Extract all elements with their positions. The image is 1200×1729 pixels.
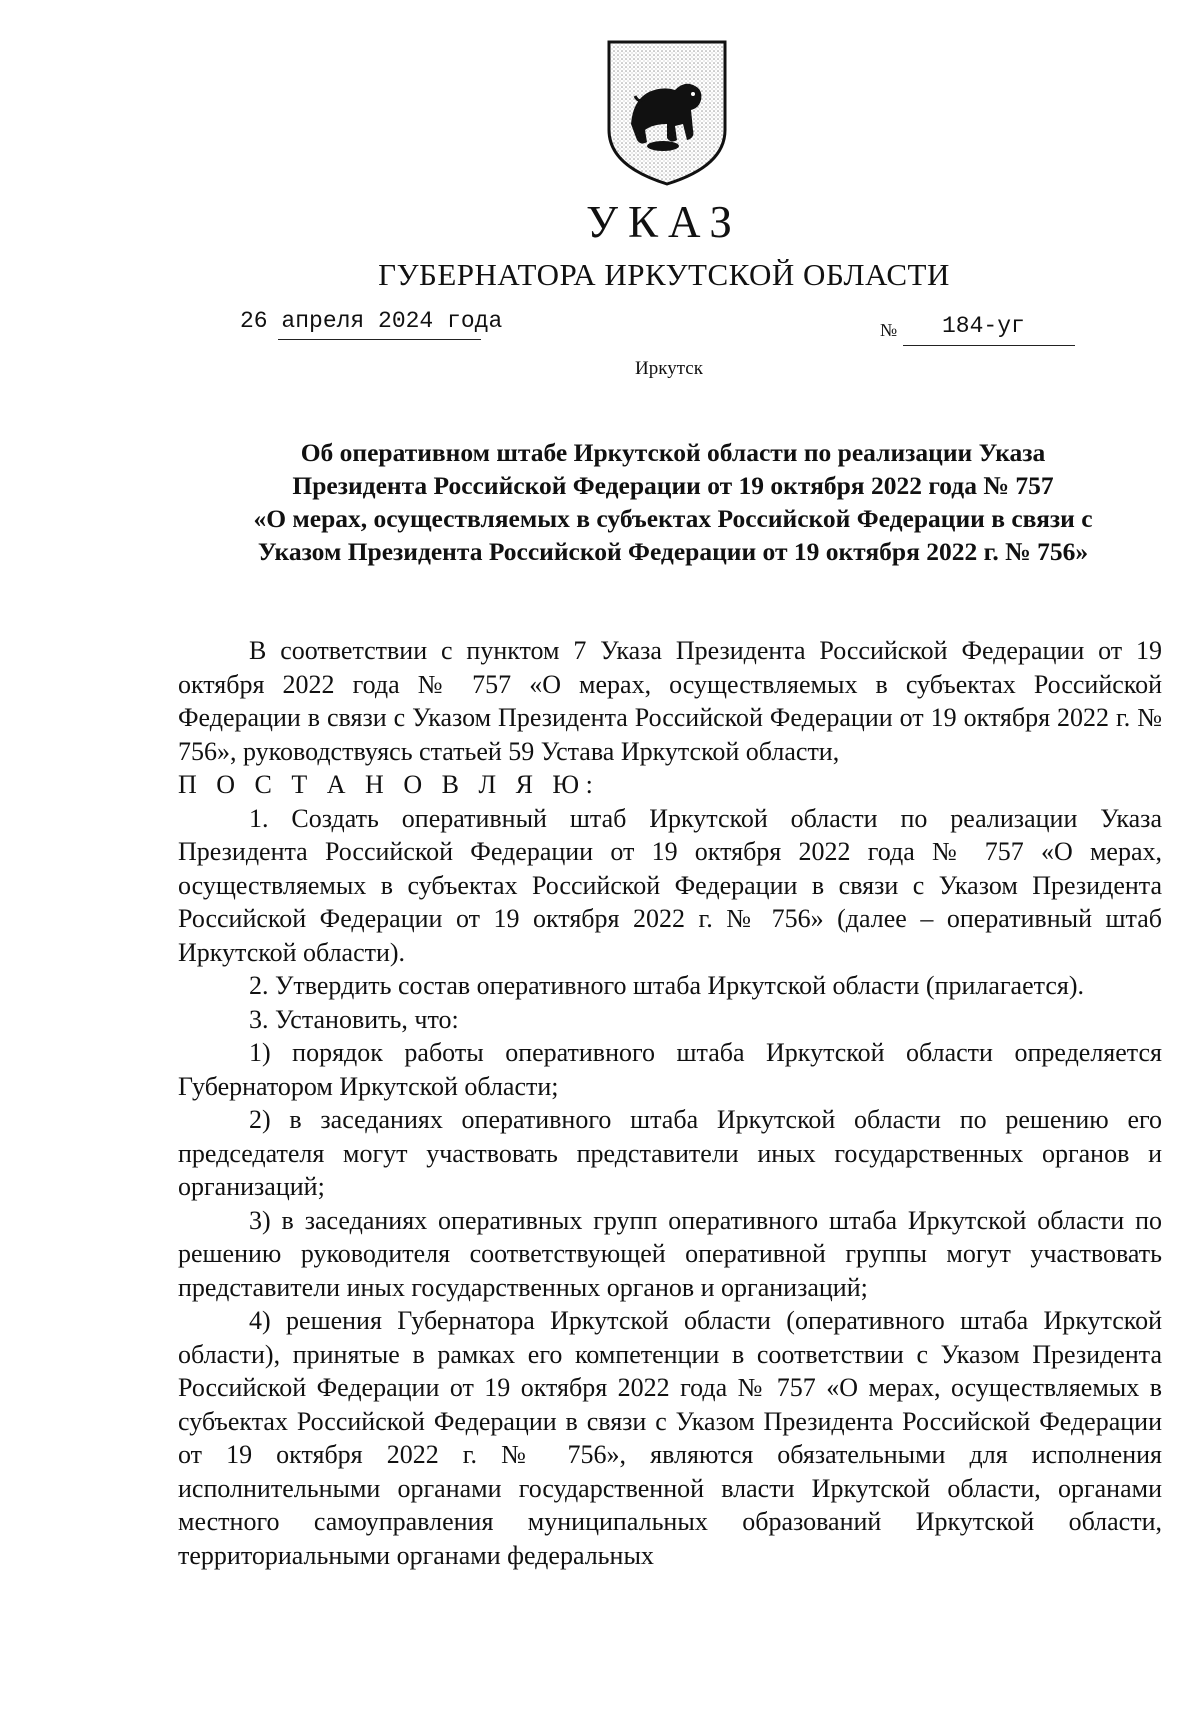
decree-word: П О С Т А Н О В Л Я Ю: <box>178 770 600 799</box>
clause-3: 3. Установить, что: <box>249 1004 459 1034</box>
coat-of-arms-emblem <box>605 38 729 188</box>
document-type-heading: УКАЗ <box>586 197 742 247</box>
clause-3-item-4: 4) решения Губернатора Иркутской области (оперативного штаба Иркутской области), принятые в рамках его компетенции в соответствии с Указом Президента Российской Федерации от 19 октября 2022 года № 757 «О мерах, осуществляемых в субъектах Российской Федерации в связи с Указом Президента Российской Федерации от 19 октября 2022 г. № 756», являются обязательными для исполнения исполнительными органами государственной власти Иркутской области, органами местного самоуправления муниципальных образований Иркутской области, территориальными органами федеральных <box>178 1306 1162 1570</box>
document-date: 26 апреля 2024 года <box>240 308 503 334</box>
title-line: Указом Президента Российской Федерации от 19 октября 2022 г. № 756» <box>257 537 1089 566</box>
number-underline <box>903 345 1075 346</box>
clause-3-item-1: 1) порядок работы оперативного штаба Иркутской области определяется Губернатором Иркутской области; <box>178 1038 1162 1101</box>
clause-3-item-2: 2) в заседаниях оперативного штаба Иркутской области по решению его председателя могут участвовать представители иных государственных органов и организаций; <box>178 1105 1162 1201</box>
clause-3-item-3: 3) в заседаниях оперативных групп оперативного штаба Иркутской области по решению руководителя соответствующей оперативной группы могут участвовать представители иных государственных органов и организаций; <box>178 1205 1162 1302</box>
title-line: Президента Российской Федерации от 19 октября 2022 года № 757 <box>292 471 1054 500</box>
document-body <box>178 634 1162 1572</box>
document-title <box>178 436 1168 568</box>
preamble-paragraph: В соответствии с пунктом 7 Указа Президента Российской Федерации от 19 октября 2022 года № 757 «О мерах, осуществляемых в субъектах Российской Федерации в связи с Указом Президента Российской Федерации от 19 октября 2022 г. № 756», руководствуясь статьей 59 Устава Иркутской области, <box>178 636 1162 766</box>
date-underline <box>278 339 481 340</box>
clause-1: 1. Создать оперативный штаб Иркутской области по реализации Указа Президента Российской Федерации от 19 октября 2022 года № 757 «О мерах, осуществляемых в субъектах Российской Федерации в связи с Указом Президента Российской Федерации от 19 октября 2022 г. № 756» (далее – оперативный штаб Иркутской области). <box>178 803 1162 967</box>
title-line: «О мерах, осуществляемых в субъектах Российской Федерации в связи с <box>253 504 1093 533</box>
title-line: Об оперативном штабе Иркутской области по реализации Указа <box>300 438 1046 467</box>
clause-2: 2. Утвердить состав оперативного штаба Иркутской области (прилагается). <box>249 971 1084 1000</box>
place-of-issue: Иркутск <box>635 358 703 379</box>
issuing-authority: ГУБЕРНАТОРА ИРКУТСКОЙ ОБЛАСТИ <box>378 257 950 292</box>
document-number: 184-уг <box>942 313 1025 339</box>
number-label: № <box>880 320 898 340</box>
